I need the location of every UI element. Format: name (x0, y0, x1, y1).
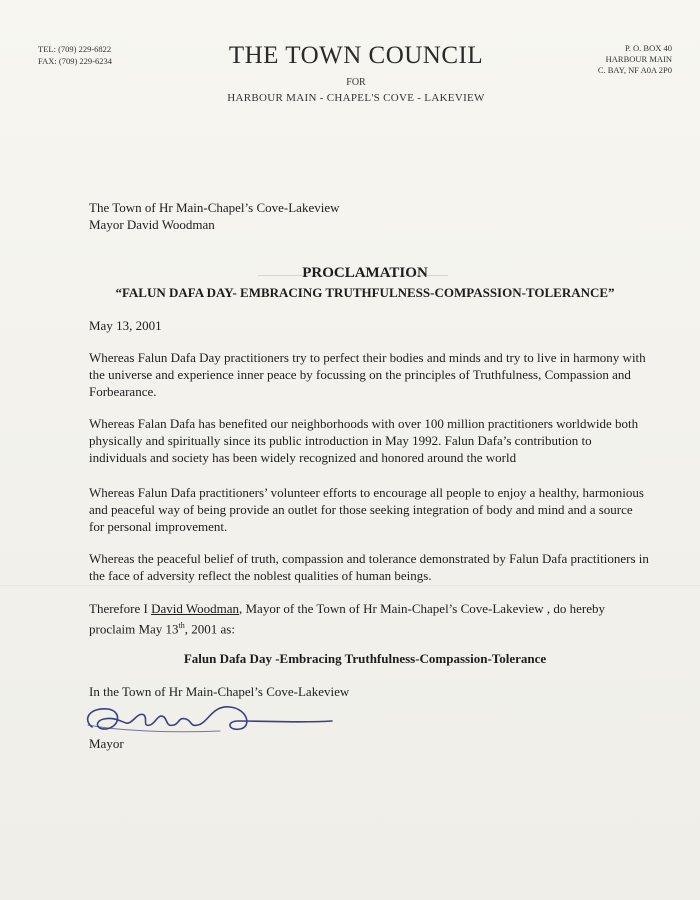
therefore-middle: , Mayor of the Town of Hr Main-Chapel’s Cove-Lakeview , do hereby proclaim May 13 (89, 601, 605, 637)
address-region: C. BAY, NF A0A 2P0 (597, 65, 672, 75)
letterhead-title: THE TOWN COUNCIL (228, 42, 484, 69)
address-town: HARBOUR MAIN (605, 54, 672, 64)
letterhead-for: FOR (346, 77, 366, 88)
therefore-prefix: Therefore I (89, 601, 152, 616)
closing-line: In the Town of Hr Main-Chapel’s Cove-Lakeview (89, 684, 350, 699)
signer-title: Mayor (89, 736, 124, 751)
mayor-signature (80, 697, 340, 739)
telephone-number: TEL: (709) 229-6822 (38, 44, 112, 54)
proclaimed-day: Falun Dafa Day -Embracing Truthfulness-Compassion-Tolerance (183, 651, 547, 666)
date-ordinal-suffix: th (178, 621, 185, 630)
whereas-paragraph-3: Whereas Falun Dafa practitioners’ volunteer efforts to encourage all people to enjoy a healthy, harmonious and peaceful way of being provide an outlet for those seeking integration of body and mind and a source for personal improvement. (89, 485, 644, 534)
whereas-paragraph-2: Whereas Falan Dafa has benefited our neighborhoods with over 100 million practitioners worldwide both physically and spiritually since its public introduction in May 1992. Falun Dafa’s contribution to individuals and society has been widely recognized and honored around the world (89, 416, 639, 465)
paper-fold-line (0, 585, 700, 586)
proclamation-date: May 13, 2001 (89, 318, 162, 333)
fax-number: FAX: (709) 229-6234 (38, 56, 112, 66)
whereas-paragraph-4: Whereas the peaceful belief of truth, compassion and tolerance demonstrated by Falun Dafa practitioners in the face of adversity reflect the noblest qualities of human beings. (89, 551, 649, 583)
therefore-suffix: , 2001 as: (184, 621, 235, 637)
proclamation-subheading: “FALUN DAFA DAY- EMBRACING TRUTHFULNESS-COMPASSION-TOLERANCE” (115, 285, 615, 300)
proclamation-heading: PROCLAMATION (302, 265, 428, 281)
letterhead-towns: HARBOUR MAIN - CHAPEL'S COVE - LAKEVIEW (227, 92, 485, 104)
postal-address (598, 43, 672, 76)
therefore-paragraph (89, 600, 649, 637)
addressee-town: The Town of Hr Main-Chapel’s Cove-Lakeview (89, 200, 340, 215)
addressee-block (89, 199, 339, 233)
mayor-name: David Woodman (151, 601, 239, 616)
whereas-paragraph-1: Whereas Falun Dafa Day practitioners try to perfect their bodies and minds and try to live in harmony with the universe and experience inner peace by focussing on the principles of Truthfulness, Compassion and Forbearance. (89, 350, 646, 399)
addressee-mayor: Mayor David Woodman (89, 217, 215, 232)
po-box: P. O. BOX 40 (625, 43, 672, 53)
